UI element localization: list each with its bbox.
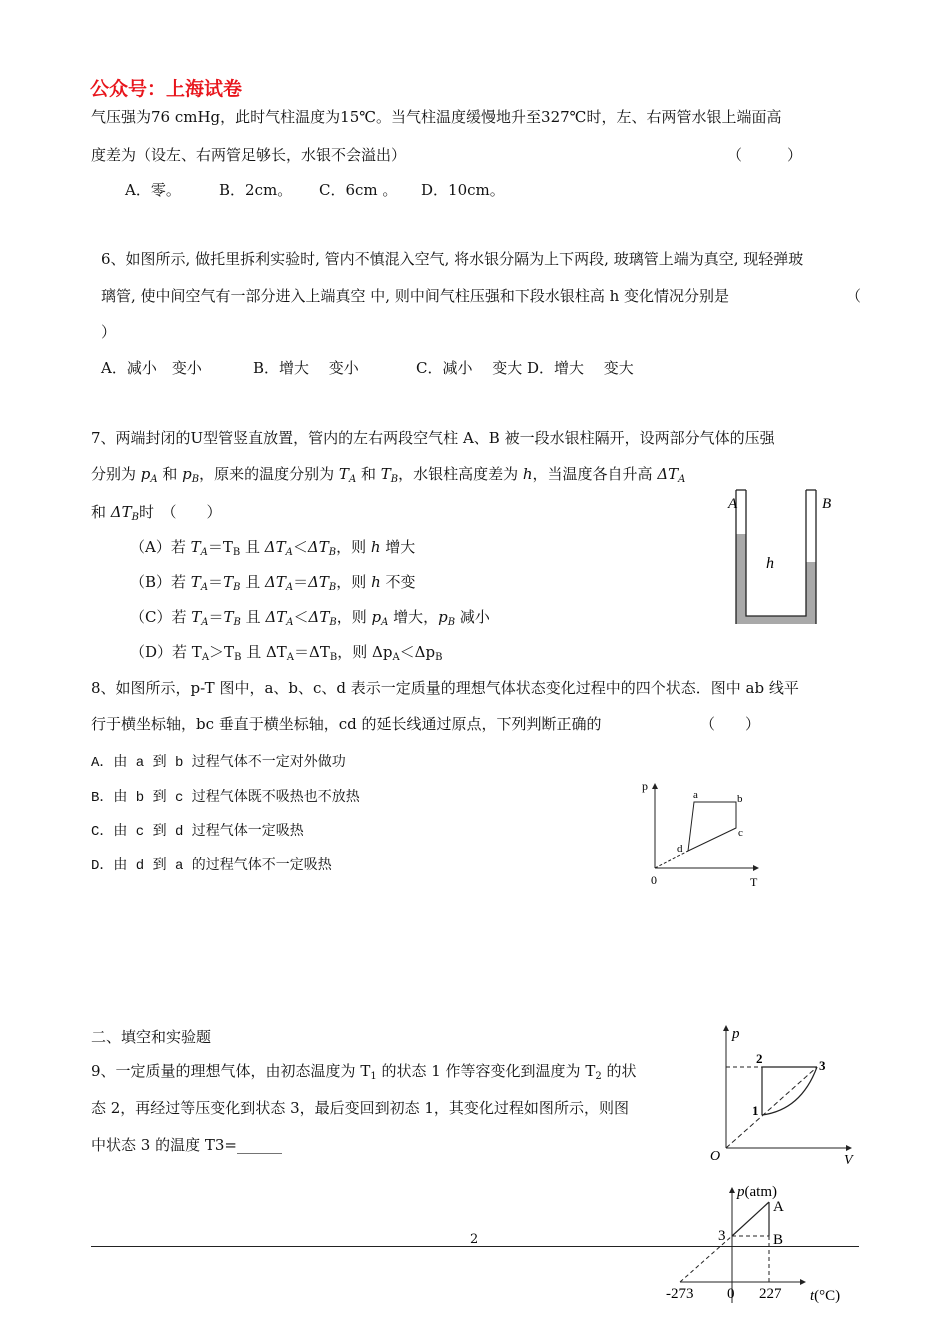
q7-option-b: （B）若 $T_A=T_B$ 且 $\Delta T_A=\Delta T_B$，则 h 不变 xyxy=(130,573,416,593)
q6-option-a: A．减小 变小 xyxy=(101,359,202,377)
section-2-title: 二、填空和实验题 xyxy=(91,1028,212,1046)
q8-option-a: A．由 a 到 b 过程气体不一定对外做功 xyxy=(91,755,346,771)
q7-option-a: （A）若 $T_A=T_B$ 且 $\Delta T_A<\Delta T_B$，则 h 增大 xyxy=(130,538,416,558)
cd-extension-line xyxy=(655,851,688,868)
q6-option-b: B．增大 变小 xyxy=(253,359,359,377)
process-3-1 xyxy=(762,1067,817,1115)
axis-label-p: p(atm) xyxy=(737,1184,777,1200)
u-tube-walls xyxy=(736,490,816,624)
q5-line-1: 气压强为76 cmHg，此时气柱温度为15℃。当气柱温度缓慢地升至327℃时，左、右两管水银上端面高 xyxy=(91,108,782,126)
label-b: B xyxy=(822,496,832,512)
state-2: 2 xyxy=(756,1051,763,1066)
q8-line-2: 行于横坐标轴，bc 垂直于横坐标轴，cd 的延长线通过原点，下列判断正确的 xyxy=(91,715,602,733)
q6-option-c-d: C．减小 变大 D．增大 变大 xyxy=(416,359,634,377)
p-t-celsius-graph xyxy=(660,1178,860,1344)
u-tube-figure xyxy=(720,484,840,624)
point-a: A xyxy=(773,1199,784,1215)
q7-line-3: 和 $\Delta T_B$时 （ ） xyxy=(91,503,222,523)
q5-line-2: 度差为（设左、右两管足够长，水银不会溢出） xyxy=(91,146,407,164)
origin-label: 0 xyxy=(651,873,657,887)
q8-answer-bracket: （ ） xyxy=(700,715,761,733)
state-b: b xyxy=(737,793,743,805)
q7-line-2: 分别为 $p_A$ 和 $p_B$，原来的温度分别为 $T_A$ 和 $T_B$，水银柱高度差为 h，当温度各自升高 $\Delta T_A$ xyxy=(91,465,686,485)
label-a: A xyxy=(728,496,738,512)
q6-line-1: 6、如图所示, 做托里拆利实验时, 管内不慎混入空气, 将水银分隔为上下两段, 玻璃管上端为真空, 现轻弹玻 xyxy=(101,250,804,268)
q6-bracket-close: ） xyxy=(101,323,117,341)
state-3: 3 xyxy=(819,1058,826,1073)
state-1: 1 xyxy=(752,1103,759,1118)
axis-label-p: p xyxy=(732,1026,740,1042)
q9-line-3: 中状态 3 的温度 T3=______ xyxy=(91,1136,282,1154)
q7-option-d: （D）若 $T_A>T_B$ 且 $\Delta T_A=\Delta T_B$，则 $\Delta p_A<\Delta p_B$ xyxy=(130,643,443,663)
origin-line xyxy=(726,1067,817,1148)
point-b: B xyxy=(773,1232,784,1248)
q6-line-2: 璃管, 使中间空气有一部分进入上端真空 中, 则中间气柱压强和下段水银柱高 h 变化情况分别是 xyxy=(101,287,730,305)
state-c: c xyxy=(738,827,743,839)
q5-answer-bracket: （ ） xyxy=(727,146,803,164)
q5-option-a: A．零。 xyxy=(125,181,181,199)
mercury-column xyxy=(736,534,816,624)
p-v-graph xyxy=(706,1018,856,1168)
q7-option-c: （C）若 $T_A=T_B$ 且 $\Delta T_A<\Delta T_B$，则 $p_A$ 增大，$p_B$ 减小 xyxy=(130,608,490,628)
x-tick-227: 227 xyxy=(759,1286,782,1302)
axis-label-t: t(°C) xyxy=(810,1288,841,1304)
q5-option-b: B．2cm。 xyxy=(219,181,293,199)
axis-label-v: V xyxy=(844,1153,853,1168)
y-tick-3: 3 xyxy=(718,1228,726,1244)
p-t-graph xyxy=(634,778,764,890)
line-to-a xyxy=(732,1202,769,1236)
q6-bracket-open: （ xyxy=(846,287,862,305)
origin-label: O xyxy=(710,1149,721,1164)
brand-title: 公众号：上海试卷 xyxy=(90,78,243,100)
page-number: 2 xyxy=(470,1232,479,1247)
label-h: h xyxy=(766,555,774,572)
cycle-abcd xyxy=(688,802,736,851)
q8-option-d: D．由 d 到 a 的过程气体不一定吸热 xyxy=(91,858,332,874)
q9-line-2: 态 2，再经过等压变化到状态 3，最后变回到初态 1，其变化过程如图所示，则图 xyxy=(91,1099,629,1117)
q7-line-1: 7、两端封闭的U型管竖直放置，管内的左右两段空气柱 A、B 被一段水银柱隔开，设两部分气体的压强 xyxy=(91,429,775,447)
state-d: d xyxy=(677,843,683,855)
state-a: a xyxy=(693,789,698,801)
x-tick-neg273: -273 xyxy=(666,1286,694,1302)
q9-line-1: 9、一定质量的理想气体，由初态温度为 $T_1$ 的状态 1 作等容变化到温度为 $T_2$ 的状 xyxy=(91,1062,637,1082)
x-tick-0: 0 xyxy=(727,1286,735,1302)
axis-label-p: p xyxy=(642,779,648,793)
q8-line-1: 8、如图所示，p-T 图中，a、b、c、d 表示一定质量的理想气体状态变化过程中的四个状态．图中 ab 线平 xyxy=(91,679,799,697)
q8-option-b: B．由 b 到 c 过程气体既不吸热也不放热 xyxy=(91,790,360,806)
q8-option-c: C．由 c 到 d 过程气体一定吸热 xyxy=(91,824,304,840)
q5-option-d: D．10cm。 xyxy=(421,181,505,199)
q5-option-c: C．6cm 。 xyxy=(319,181,398,199)
axis-label-t: T xyxy=(750,875,758,889)
